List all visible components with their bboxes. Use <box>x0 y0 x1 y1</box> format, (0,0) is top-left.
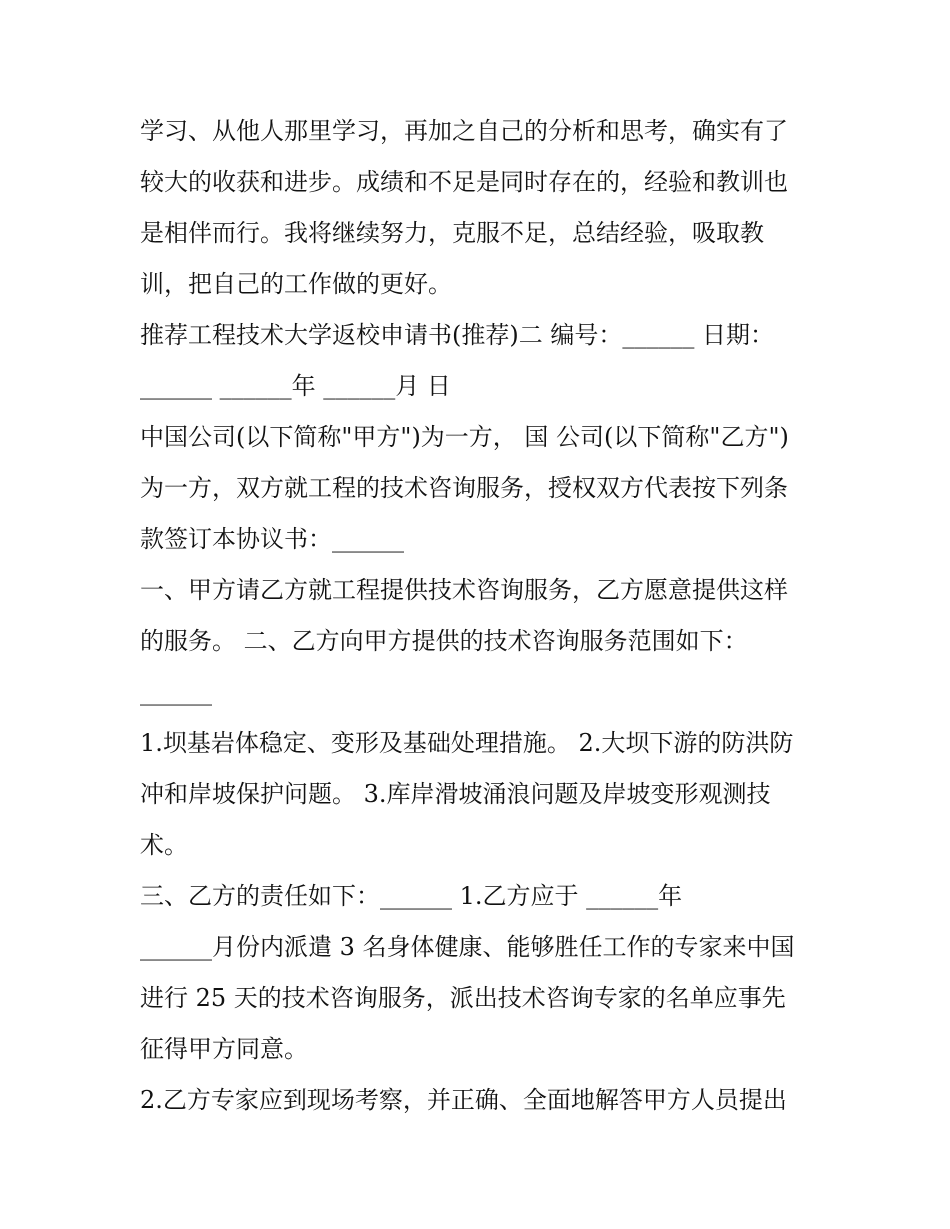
date-line: ______ ______年 ______月 日 <box>140 372 451 400</box>
text-line: 较大的收获和进步。成绩和不足是同时存在的，经验和教训也 <box>140 168 788 196</box>
text-line: 进行 25 天的技术咨询服务，派出技术咨询专家的名单应事先 <box>140 984 786 1012</box>
text-line: 学习、从他人那里学习，再加之自己的分析和思考，确实有了 <box>140 117 788 145</box>
text-line: 术。 <box>140 831 188 859</box>
text-line: ______月份内派遣 3 名身体健康、能够胜任工作的专家来中国 <box>140 933 795 961</box>
blank-field-line: ______ <box>140 678 212 706</box>
document-body <box>140 106 820 1126</box>
text-line: 训，把自己的工作做的更好。 <box>140 270 452 298</box>
text-line: 为一方，双方就工程的技术咨询服务，授权双方代表按下列条 <box>140 474 788 502</box>
text-line: 中国公司(以下简称"甲方")为一方， 国 公司(以下简称"乙方") <box>140 423 789 451</box>
text-line: 的服务。 二、乙方向甲方提供的技术咨询服务范围如下： <box>140 627 748 655</box>
text-line: 征得甲方同意。 <box>140 1035 308 1063</box>
text-line: 1.坝基岩体稳定、变形及基础处理措施。 2.大坝下游的防洪防 <box>140 729 794 757</box>
text-line: 一、甲方请乙方就工程提供技术咨询服务，乙方愿意提供这样 <box>140 576 788 604</box>
heading-line: 推荐工程技术大学返校申请书(推荐)二 编号：______ 日期： <box>140 321 774 349</box>
text-line: 冲和岸坡保护问题。 3.库岸滑坡涌浪问题及岸坡变形观测技 <box>140 780 771 808</box>
text-line: 三、乙方的责任如下：______ 1.乙方应于 ______年 <box>140 882 683 910</box>
text-line: 2.乙方专家应到现场考察，并正确、全面地解答甲方人员提出 <box>140 1086 787 1114</box>
text-line: 是相伴而行。我将继续努力，克服不足，总结经验，吸取教 <box>140 219 764 247</box>
text-line: 款签订本协议书：______ <box>140 525 404 553</box>
